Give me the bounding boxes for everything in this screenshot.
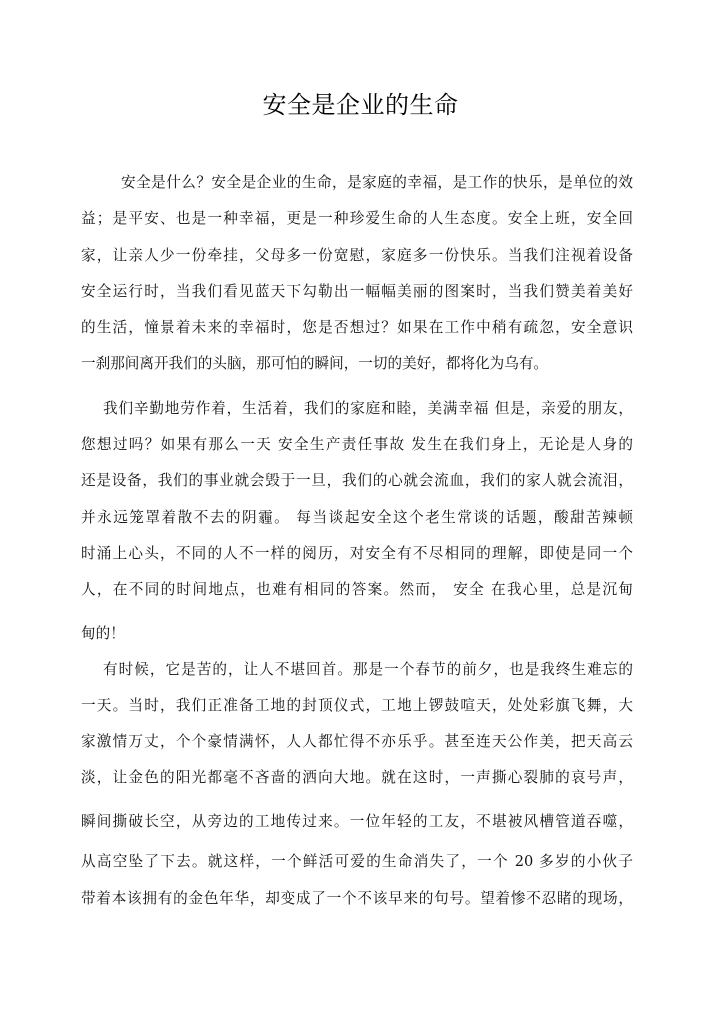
- text-line: 从高空坠了下去。就这样，一个鲜活可爱的生命消失了，一个 20 多岁的小伙子: [81, 853, 633, 870]
- text-line: 安全运行时，当我们看见蓝天下勾勒出一幅幅美丽的图案时，当我们赞美着美好: [81, 283, 633, 300]
- text-line: 一刹那间离开我们的头脑，那可怕的瞬间，一切的美好，都将化为乌有。: [81, 355, 549, 372]
- text-line: 安全是什么？安全是企业的生命，是家庭的幸福，是工作的快乐，是单位的效: [121, 174, 633, 191]
- text-line: 的生活，憧景着未来的幸福时，您是否想过？如果在工作中稍有疏忽，安全意识: [81, 319, 633, 336]
- text-line: 时涌上心头，不同的人不一样的阅历，对安全有不尽相同的理解，即使是同一个: [81, 545, 633, 562]
- text-line: 并永远笼罩着散不去的阴霾。 每当谈起安全这个老生常谈的话题，酸甜苦辣顿: [81, 509, 633, 526]
- text-line: 甸的！: [81, 625, 125, 642]
- text-line: 家，让亲人少一份牵挂，父母多一份宽慰，家庭多一份快乐。当我们注视着设备: [81, 247, 633, 264]
- text-line: 淡，让金色的阳光都毫不吝啬的洒向大地。就在这时，一声撕心裂肺的哀号声，: [81, 769, 633, 786]
- text-line: 我们辛勤地劳作着，生活着，我们的家庭和睦，美满幸福 但是，亲爱的朋友，: [103, 400, 633, 417]
- text-line: 瞬间撕破长空，从旁边的工地传过来。一位年轻的工友，不堪被风槽管道吞噬，: [81, 813, 633, 830]
- text-line: 益；是平安、也是一种幸福，更是一种珍爱生命的人生态度。安全上班，安全回: [81, 210, 633, 227]
- text-line: 一天。当时，我们正准备工地的封顶仪式，工地上锣鼓喧天，处处彩旗飞舞，大: [81, 697, 633, 714]
- text-line: 还是设备，我们的事业就会毁于一旦，我们的心就会流血，我们的家人就会流泪，: [81, 472, 633, 489]
- text-line: 带着本该拥有的金色年华，却变成了一个不该早来的句号。望着惨不忍睹的现场，: [81, 890, 633, 907]
- document-title: 安全是企业的生命: [262, 91, 459, 119]
- text-line: 人，在不同的时间地点，也难有相同的答案。然而， 安全 在我心里，总是沉甸: [81, 581, 633, 598]
- text-line: 家激情万丈，个个豪情满怀，人人都忙得不亦乐乎。甚至连天公作美，把天高云: [81, 733, 633, 750]
- text-line: 您想过吗？如果有那么一天 安全生产责任事故 发生在我们身上，无论是人身的: [81, 436, 633, 453]
- text-line: 有时候，它是苦的，让人不堪回首。那是一个春节的前夕，也是我终生难忘的: [103, 661, 633, 678]
